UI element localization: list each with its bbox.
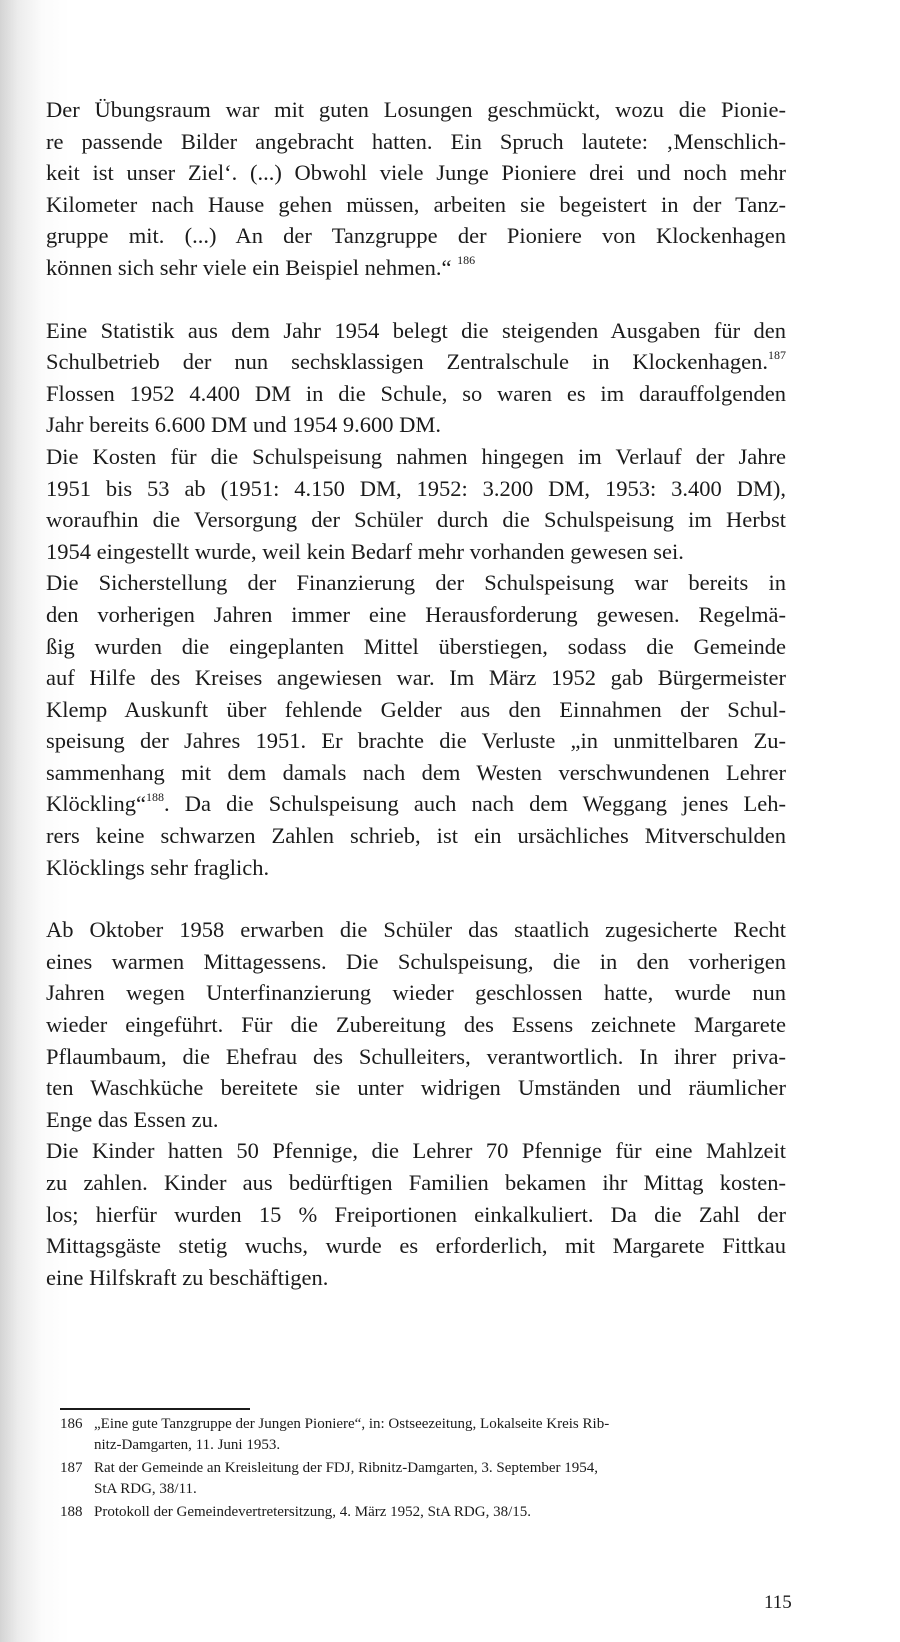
text-line: ßig wurden die eingeplanten Mittel überstiegen, sodass die Gemeinde [46,633,786,659]
paragraph-spacer [46,284,786,315]
text-line: Ab Oktober 1958 erwarben die Schüler das staatlich zugesicherte Recht [46,917,786,943]
footnote-number: 187 [60,1460,83,1476]
text-line: rers keine schwarzen Zahlen schrieb, ist ein ursächliches Mitverschulden [46,823,786,849]
text-line: Flossen 1952 4.400 DM in die Schule, so waren es im darauffolgenden [46,380,786,406]
text-line: 1954 eingestellt wurde, weil kein Bedarf mehr vorhanden gewesen sei. [46,538,684,564]
text-line: wieder eingeführt. Für die Zubereitung des Essens zeichnete Margarete [46,1012,786,1038]
text-line: Klemp Auskunft über fehlende Gelder aus den Einnahmen der Schul- [46,696,786,722]
text-line: Klöcklings sehr fraglich. [46,854,270,880]
text-line: Eine Statistik aus dem Jahr 1954 belegt die steigenden Ausgaben für den [46,317,786,343]
text-fragment: . Da die Schulspeisung auch nach dem Weggang jenes Leh- [163,791,786,817]
text-line [46,788,786,820]
footnote-line: StA RDG, 38/11. [94,1481,197,1497]
text-line [46,252,786,284]
text-line: woraufhin die Versorgung der Schüler durch die Schulspeisung im Herbst [46,507,786,533]
footnote-text [94,1414,780,1456]
text-line: ten Waschküche bereitete sie unter widrigen Umständen und räumlicher [46,1075,786,1101]
text-line: keit ist unser Ziel‘. (...) Obwohl viele Junge Pioniere drei und noch mehr [46,160,786,186]
paragraph-schulspeisung-costs [46,441,786,567]
text-line: Kilometer nach Hause gehen müssen, arbeiten sie begeistert in der Tanz- [46,191,786,217]
text-fragment: Klöckling“ [46,791,146,817]
text-line: Die Kinder hatten 50 Pfennige, die Lehrer 70 Pfennige für eine Mahlzeit [46,1138,786,1164]
paragraph-quote [46,94,786,284]
paragraph-financing [46,567,786,883]
footnote-line: Rat der Gemeinde an Kreisleitung der FDJ, Ribnitz-Damgarten, 3. September 1954, [94,1460,599,1476]
body-text [46,94,786,1293]
text-line: sammenhang mit dem damals nach dem Westen verschwundenen Lehrer [46,759,786,785]
footnote-number: 188 [60,1504,83,1520]
footnote-186 [60,1414,780,1456]
text-line: Pflaumbaum, die Ehefrau des Schulleiters, verantwortlich. In ihrer priva- [46,1043,786,1069]
footnote-187 [60,1458,780,1500]
paragraph-pfennige [46,1135,786,1293]
text-fragment: Schulbetrieb der nun sechsklassigen Zentralschule in Klockenhagen. [46,349,768,375]
text-line: re passende Bilder angebracht hatten. Ein Spruch lautete: ‚Menschlich- [46,128,786,154]
footnote-text [94,1458,780,1500]
footnote-text [94,1502,780,1523]
footnote-line: „Eine gute Tanzgruppe der Jungen Pioniere“, in: Ostseezeitung, Lokalseite Kreis Rib- [94,1416,610,1432]
paragraph-spacer [46,883,786,914]
text-line: Mittagsgäste stetig wuchs, wurde es erforderlich, mit Margarete Fittkau [46,1233,786,1259]
text-line: Die Kosten für die Schulspeisung nahmen hingegen im Verlauf der Jahre [46,443,786,469]
page-number: 115 [764,1592,792,1613]
text-line: 1951 bis 53 ab (1951: 4.150 DM, 1952: 3.200 DM, 1953: 3.400 DM), [46,475,786,501]
text-line: Jahren wegen Unterfinanzierung wieder geschlossen hatte, wurde nun [46,980,786,1006]
paragraph-mittagessen [46,914,786,1135]
text-line [46,346,786,378]
text-line: Enge das Essen zu. [46,1106,219,1132]
footnote-188 [60,1502,780,1523]
footnote-reference: 187 [768,347,786,362]
text-line: eine Hilfskraft zu beschäftigen. [46,1264,329,1290]
footnote-separator-rule [60,1408,250,1410]
paragraph-statistics [46,315,786,441]
text-fragment: können sich sehr viele ein Beispiel nehmen.“ [46,254,452,280]
text-line: zu zahlen. Kinder aus bedürftigen Familien bekamen ihr Mittag kosten- [46,1170,786,1195]
text-line: Der Übungsraum war mit guten Losungen geschmückt, wozu die Pionie- [46,97,786,122]
text-line: eines warmen Mittagessens. Die Schulspeisung, die in den vorherigen [46,948,786,974]
text-line: los; hierfür wurden 15 % Freiportionen einkalkuliert. Da die Zahl der [46,1201,786,1227]
footnote-number: 186 [60,1416,83,1432]
text-line: Die Sicherstellung der Finanzierung der Schulspeisung war bereits in [46,570,786,596]
footnote-line: nitz-Damgarten, 11. Juni 1953. [94,1437,281,1453]
text-line: den vorherigen Jahren immer eine Herausforderung gewesen. Regelmä- [46,601,786,627]
footnote-reference: 188 [145,789,164,804]
footnote-reference: 186 [457,253,476,268]
text-line: gruppe mit. (...) An der Tanzgruppe der Pioniere von Klockenhagen [46,223,786,249]
footnote-line: Protokoll der Gemeindevertretersitzung, 4. März 1952, StA RDG, 38/15. [94,1504,532,1520]
text-line: speisung der Jahres 1951. Er brachte die Verluste „in unmittelbaren Zu- [46,728,786,754]
footnotes [60,1408,780,1525]
text-line: auf Hilfe des Kreises angewiesen war. Im März 1952 gab Bürgermeister [46,665,786,691]
text-line: Jahr bereits 6.600 DM und 1954 9.600 DM. [46,412,441,438]
